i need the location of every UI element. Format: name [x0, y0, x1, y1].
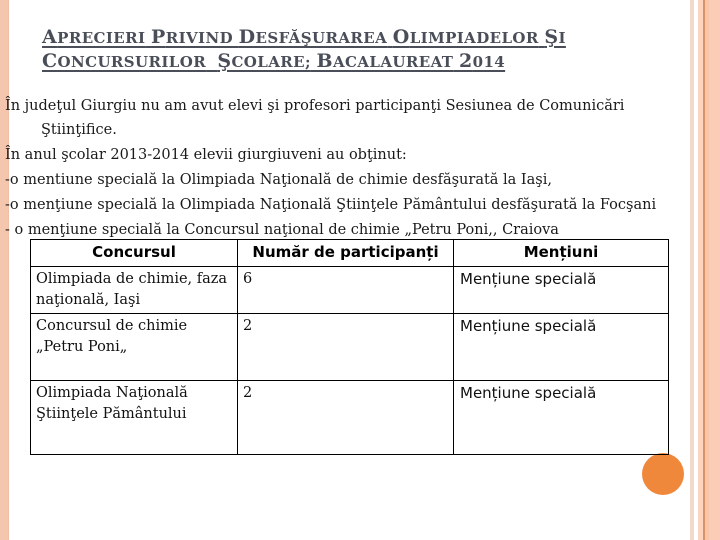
- table-header-concursul: Concursul: [31, 240, 238, 267]
- table-header-row: [31, 240, 669, 267]
- slide-title: [42, 26, 566, 74]
- table-header-numar-participanti: Număr de participanți: [238, 240, 454, 267]
- paragraph-school-year: În anul şcolar 2013-2014 elevii giurgiuveni au obţinut:: [5, 147, 407, 163]
- results-table: [30, 239, 669, 455]
- cell-contest-name: Olimpiada Naţională Ştiinţele Pământului: [31, 381, 238, 455]
- paragraph-mention-chemistry: -o mentiune specială la Olimpiada Naţională de chimie desfăşurată la Iaşi,: [5, 172, 552, 188]
- slide-title-line-2: CONCURSURILOR ŞCOLARE; BACALAUREAT 2014: [42, 50, 506, 72]
- cell-mention: Mențiune specială: [454, 381, 669, 455]
- table-row: [31, 381, 669, 455]
- decorative-circle: [642, 453, 684, 495]
- body-text: [5, 94, 679, 243]
- cell-participant-count: 2: [238, 314, 454, 381]
- cell-contest-name: Olimpiada de chimie, faza naţională, Iaşi: [31, 267, 238, 314]
- paragraph-intro: În judeţul Giurgiu nu am avut elevi şi profesori participanţi Sesiunea de Comunicări Ştiinţifice.: [5, 98, 625, 138]
- cell-participant-count: 2: [238, 381, 454, 455]
- right-accent-stripes: [684, 0, 720, 540]
- table-header-mentiuni: Mențiuni: [454, 240, 669, 267]
- cell-participant-count: 6: [238, 267, 454, 314]
- table-row: [31, 267, 669, 314]
- paragraph-mention-earth-sciences: -o menţiune specială la Olimpiada Naţională Ştiinţele Pământului desfăşurată la Focşani: [5, 197, 657, 213]
- cell-contest-name: Concursul de chimie „Petru Poni„: [31, 314, 238, 381]
- slide-title-line-1: APRECIERI PRIVIND DESFĂŞURAREA OLIMPIADELOR ŞI: [42, 26, 566, 48]
- cell-mention: Mențiune specială: [454, 314, 669, 381]
- paragraph-mention-petru-poni: - o menţiune specială la Concursul naţional de chimie „Petru Poni,, Craiova: [5, 222, 559, 238]
- table-row: [31, 314, 669, 381]
- left-accent-stripe: [0, 0, 9, 540]
- cell-mention: Mențiune specială: [454, 267, 669, 314]
